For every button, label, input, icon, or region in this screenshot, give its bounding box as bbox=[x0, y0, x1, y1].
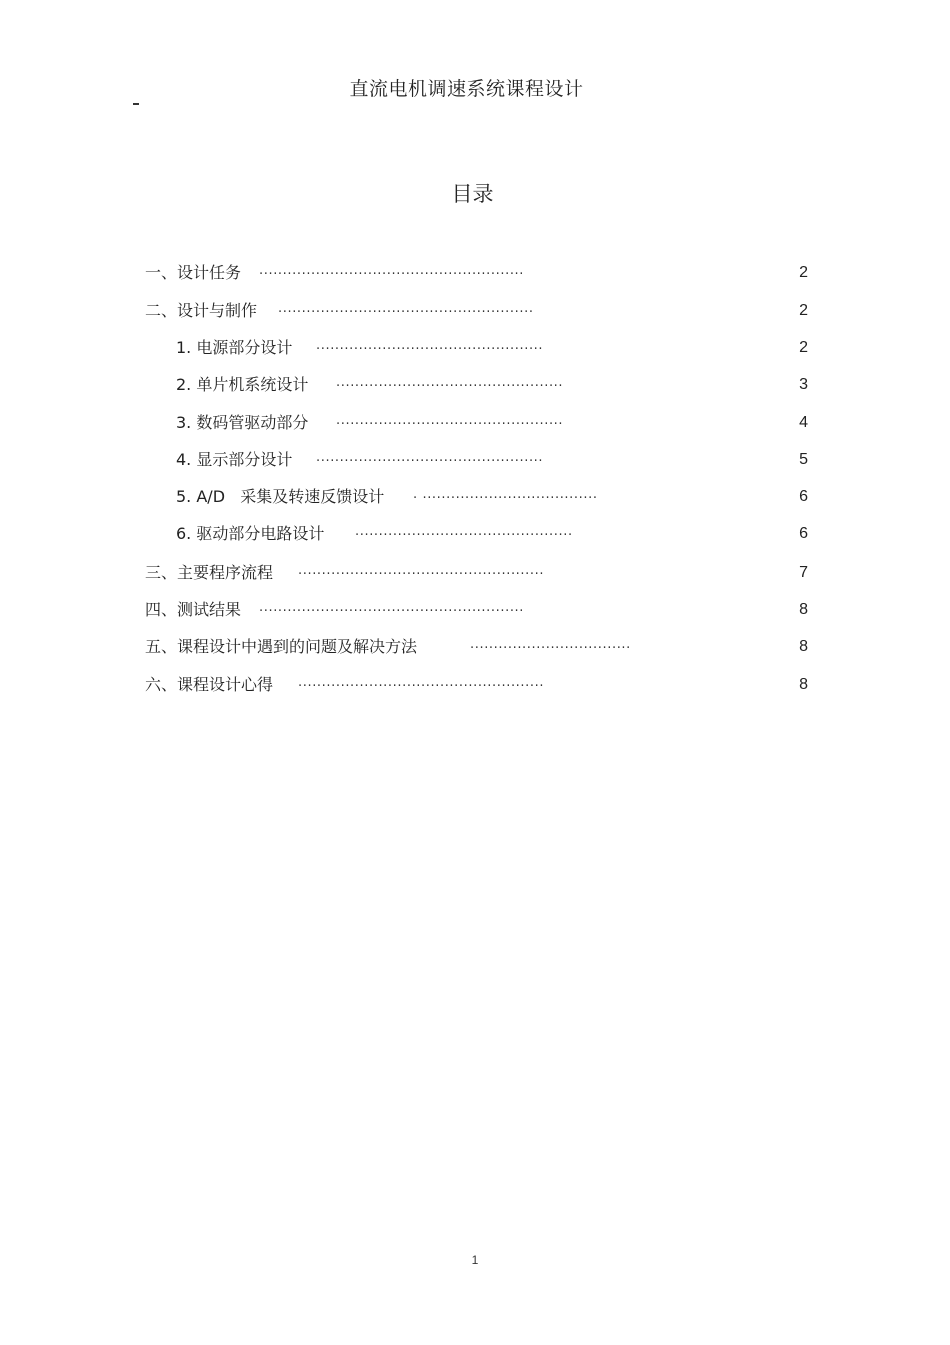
toc-entry-label: 1. 电源部分设计 bbox=[176, 338, 293, 357]
toc-entry-label: 二、设计与制作 bbox=[145, 301, 258, 320]
toc-entry-leader: .............................................. bbox=[355, 524, 573, 539]
toc-entry[interactable] bbox=[0, 374, 950, 396]
toc-entry-page: 5 bbox=[799, 451, 808, 468]
toc-entry-label: 五、课程设计中遇到的问题及解决方法 bbox=[145, 637, 418, 656]
toc-entry-leader: .................................................... bbox=[298, 675, 545, 690]
toc-entry-page: 2 bbox=[799, 339, 808, 356]
toc-entry-label: 一、设计任务 bbox=[145, 263, 242, 282]
toc-entry-label: 5. A/D 采集及转速反馈设计 bbox=[176, 487, 385, 506]
toc-entry[interactable] bbox=[0, 300, 950, 322]
toc-entry[interactable] bbox=[0, 412, 950, 434]
toc-entry-leader: ................................................ bbox=[336, 375, 564, 390]
toc-entry[interactable] bbox=[0, 337, 950, 359]
toc-entry[interactable] bbox=[0, 262, 950, 284]
toc-entry[interactable] bbox=[0, 523, 950, 545]
page-number: 1 bbox=[471, 1253, 479, 1267]
toc-entry-page: 8 bbox=[799, 601, 808, 618]
toc-entry-page: 7 bbox=[799, 564, 808, 581]
toc-entry[interactable] bbox=[0, 599, 950, 621]
toc-entry-page: 4 bbox=[799, 414, 808, 431]
toc-entry-leader: ........................................................ bbox=[259, 600, 525, 615]
toc-entry[interactable] bbox=[0, 449, 950, 471]
toc-entry[interactable] bbox=[0, 636, 950, 658]
toc-entry-page: 2 bbox=[799, 302, 808, 319]
toc-entry-leader: . ..................................... bbox=[413, 487, 598, 502]
toc-entry-page: 8 bbox=[799, 638, 808, 655]
page-header-title: 直流电机调速系统课程设计 bbox=[349, 78, 584, 100]
toc-entry-label: 四、测试结果 bbox=[145, 600, 242, 619]
toc-entry-leader: .................................. bbox=[470, 637, 631, 652]
toc-entry-label: 6. 驱动部分电路设计 bbox=[176, 524, 325, 543]
toc-entry-leader: ................................................ bbox=[316, 338, 544, 353]
toc-entry[interactable] bbox=[0, 486, 950, 508]
toc-entry-page: 2 bbox=[799, 264, 808, 281]
toc-entry-page: 8 bbox=[799, 676, 808, 693]
toc-title: 目录 bbox=[451, 182, 494, 206]
toc-entry-label: 3. 数码管驱动部分 bbox=[176, 413, 309, 432]
toc-entry-leader: ........................................................ bbox=[259, 263, 525, 278]
toc-entry-leader: .................................................... bbox=[298, 563, 545, 578]
toc-entry-page: 6 bbox=[799, 525, 808, 542]
toc-entry-label: 4. 显示部分设计 bbox=[176, 450, 293, 469]
toc-entry-page: 6 bbox=[799, 488, 808, 505]
toc-entry-label: 六、课程设计心得 bbox=[145, 675, 274, 694]
toc-entry-label: 三、主要程序流程 bbox=[145, 563, 274, 582]
toc-entry[interactable] bbox=[0, 674, 950, 696]
toc-entry-page: 3 bbox=[799, 376, 808, 393]
toc-entry-leader: ................................................ bbox=[336, 413, 564, 428]
toc-entry-leader: ...................................................... bbox=[278, 301, 534, 316]
toc-entry[interactable] bbox=[0, 562, 950, 584]
toc-entry-leader: ................................................ bbox=[316, 450, 544, 465]
toc-entry-label: 2. 单片机系统设计 bbox=[176, 375, 309, 394]
